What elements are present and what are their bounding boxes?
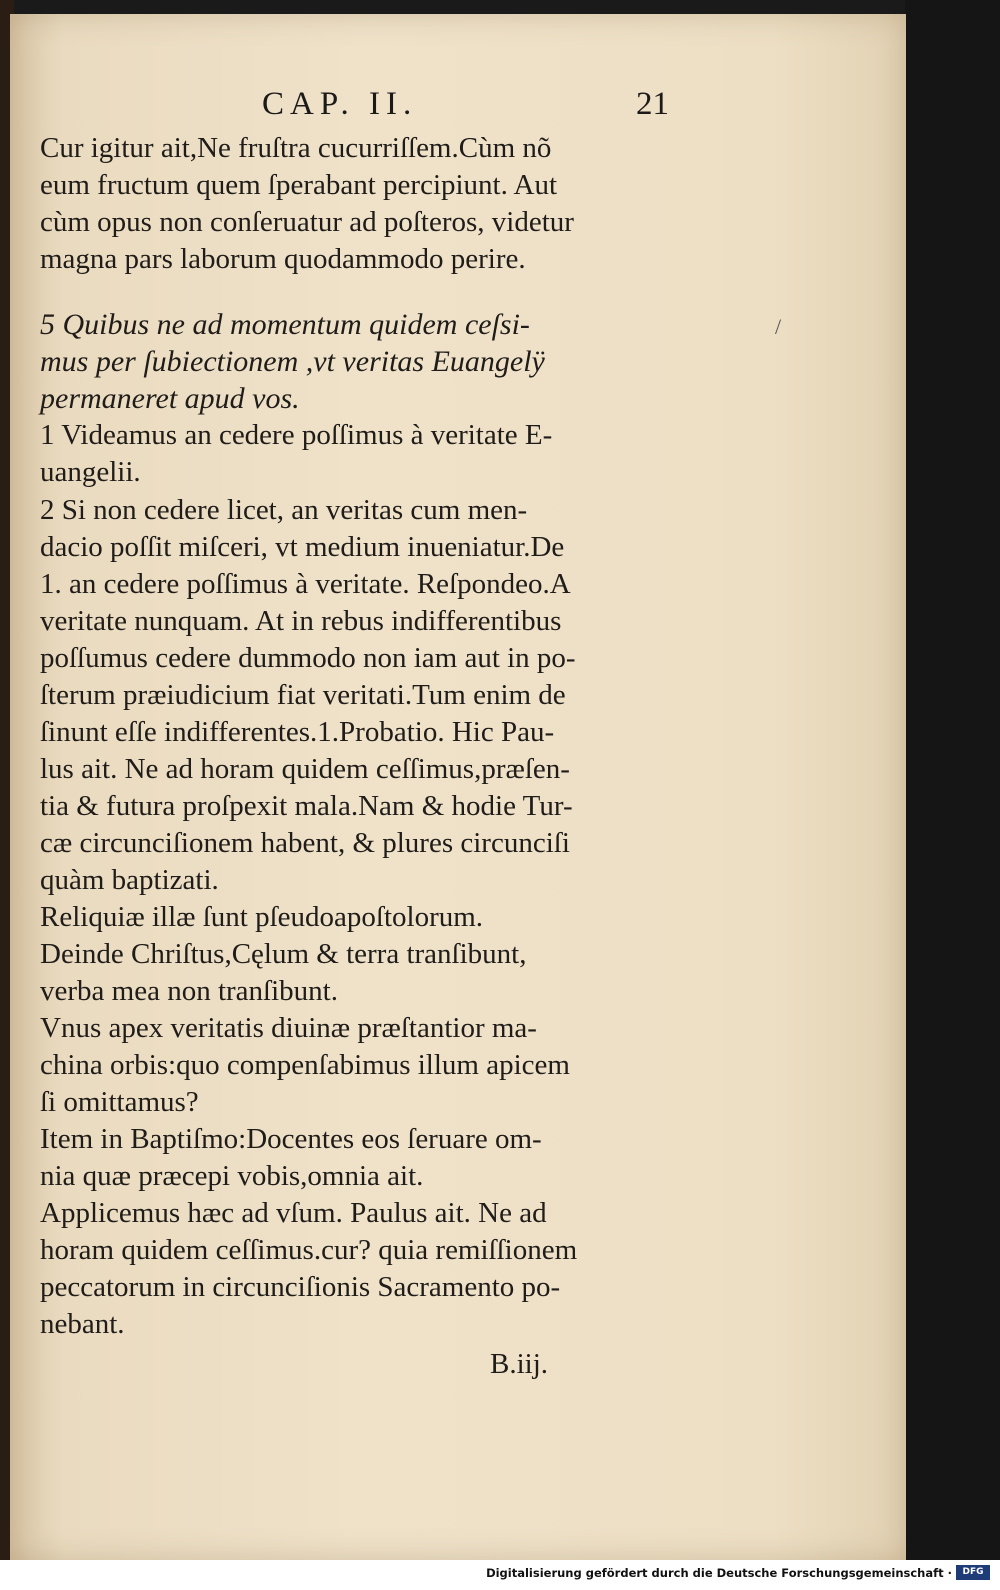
- catchword: B.iij.: [490, 1348, 549, 1380]
- text-line: 2 Si non cedere licet, an veritas cum men-: [40, 494, 528, 526]
- text-line: 5 Quibus ne ad momentum quidem ceſsi-: [40, 308, 530, 341]
- text-line: Vnus apex veritatis diuinæ præſtantior ma-: [40, 1012, 537, 1044]
- text-line: lus ait. Ne ad horam quidem ceſſimus,præſen-: [40, 753, 570, 785]
- text-line: tia & futura proſpexit mala.Nam & hodie Tur-: [40, 790, 573, 822]
- text-line: veritate nunquam. At in rebus indifferentibus: [40, 605, 562, 637]
- text-line: magna pars laborum quodammodo perire.: [40, 243, 526, 275]
- text-line: cæ circunciſionem habent, & plures circunciſi: [40, 827, 570, 859]
- page-number: 21: [636, 86, 669, 122]
- running-head: CAP. II.: [262, 86, 418, 122]
- text-line: mus per ſubiectionem ,vt veritas Euangelÿ: [40, 345, 545, 378]
- footer-bar: [0, 1560, 1000, 1590]
- text-line: china orbis:quo compenſabimus illum apicem: [40, 1049, 570, 1081]
- text-line: nebant.: [40, 1308, 125, 1340]
- text-line: Cur igitur ait,Ne fruſtra cucurriſſem.Cùm nõ: [40, 132, 552, 164]
- text-line: peccatorum in circunciſionis Sacramento po-: [40, 1271, 561, 1303]
- text-line: ſinunt eſſe indifferentes.1.Probatio. Hic Pau-: [40, 716, 555, 748]
- text-line: Applicemus hæc ad vſum. Paulus ait. Ne ad: [40, 1197, 547, 1229]
- page-header: [10, 86, 906, 130]
- text-line: quàm baptizati.: [40, 864, 219, 896]
- margin-mark: /: [775, 314, 782, 339]
- text-line: permaneret apud vos.: [40, 382, 300, 415]
- text-line: cùm opus non conſeruatur ad poſteros, videtur: [40, 206, 574, 238]
- text-line: poſſumus cedere dummodo non iam aut in po-: [40, 642, 576, 674]
- text-line: 1 Videamus an cedere poſſimus à veritate E-: [40, 419, 553, 451]
- text-line: nia quæ præcepi vobis,omnia ait.: [40, 1160, 424, 1192]
- dfg-logo: DFG: [956, 1565, 990, 1580]
- text-line: dacio poſſit miſceri, vt medium inueniatur.De: [40, 531, 565, 563]
- text-line: Deinde Chriſtus,Cęlum & terra tranſibunt,: [40, 938, 527, 970]
- text-line: eum fructum quem ſperabant percipiunt. Aut: [40, 169, 558, 201]
- text-line: ſterum præiudicium fiat veritati.Tum enim de: [40, 679, 566, 711]
- book-page: [10, 14, 906, 1560]
- text-line: Reliquiæ illæ ſunt pſeudoapoſtolorum.: [40, 901, 484, 933]
- right-dark-edge: [905, 0, 1000, 1560]
- text-line: uangelii.: [40, 456, 141, 488]
- text-line: horam quidem ceſſimus.cur? quia remiſſionem: [40, 1234, 578, 1266]
- text-line: Item in Baptiſmo:Docentes eos ſeruare om-: [40, 1123, 542, 1155]
- text-line: ſi omittamus?: [40, 1086, 199, 1118]
- text-line: 1. an cedere poſſimus à veritate. Reſpondeo.A: [40, 568, 571, 600]
- text-line: verba mea non tranſibunt.: [40, 975, 338, 1007]
- funding-credit: Digitalisierung gefördert durch die Deutsche Forschungsgemeinschaft ·: [486, 1566, 952, 1580]
